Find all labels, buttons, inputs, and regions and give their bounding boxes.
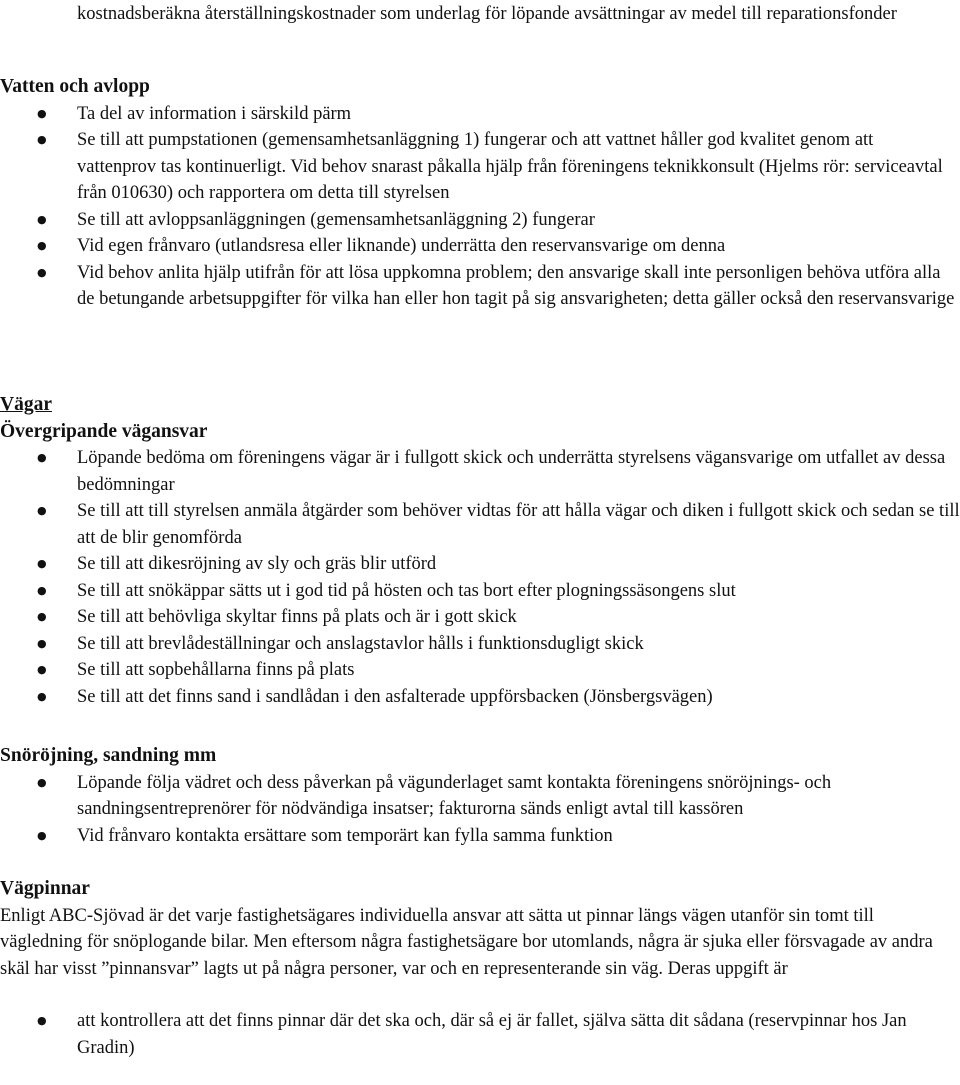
- water-list: [0, 101, 960, 313]
- roads-subheading: Övergripande vägansvar: [0, 420, 208, 442]
- list-item: ● Se till att till styrelsen anmäla åtgärder som behöver vidtas för att hålla vägar och diken i fullgott skick och sedan se till att de blir genomförda: [0, 498, 960, 551]
- snow-heading: Snöröjning, sandning mm: [0, 745, 217, 766]
- roads-list: [0, 445, 960, 710]
- list-item: ● Vid behov anlita hjälp utifrån för att lösa uppkomna problem; den ansvarige skall inte personligen behöva utföra alla de betungande arbetsuppgifter för vilka han eller hon tagit på sig ansvarigheten; detta gäller också den reservansvarige: [0, 260, 960, 313]
- list-item: ● att kontrollera att det finns pinnar där det ska och, där så ej är fallet, själva sätta dit sådana (reservpinnar hos Jan Gradin): [0, 1008, 960, 1061]
- poles-list: [0, 1008, 960, 1061]
- list-item: ● Vid egen frånvaro (utlandsresa eller liknande) underrätta den reservansvarige om denna: [0, 233, 960, 260]
- water-section: [0, 74, 960, 313]
- list-item: ● Ta del av information i särskild pärm: [0, 101, 960, 128]
- list-item: ● Se till att sopbehållarna finns på plats: [0, 657, 960, 684]
- list-item: ● Se till att snökäppar sätts ut i god tid på hösten och tas bort efter plogningssäsongens slut: [0, 578, 960, 605]
- intro-paragraph: kostnadsberäkna återställningskostnader som underlag för löpande avsättningar av medel till reparationsfonder: [77, 4, 897, 24]
- snow-list: [0, 770, 960, 850]
- list-item: ● Löpande bedöma om föreningens vägar är i fullgott skick och underrätta styrelsens vägansvarige om utfallet av dessa bedömningar: [0, 445, 960, 498]
- poles-paragraph: Enligt ABC-Sjövad är det varje fastighetsägares individuella ansvar att sätta ut pinnar längs vägen utanför sin tomt till vägledning för snöplogande bilar. Men eftersom några fastighetsägare bor utomlands, några är sjuka eller försvagade av andra skäl har visst ”pinnansvar” lagts ut på några personer, var och en representerande sin väg. Deras uppgift är: [0, 905, 933, 979]
- list-item: ● Löpande följa vädret och dess påverkan på vägunderlaget samt kontakta föreningens snöröjnings- och sandningsentreprenörer för nödvändiga insatser; fakturorna sänds enligt avtal till kassören: [0, 770, 960, 823]
- list-item: ● Vid frånvaro kontakta ersättare som temporärt kan fylla samma funktion: [0, 823, 960, 850]
- list-item: ● Se till att behövliga skyltar finns på plats och är i gott skick: [0, 604, 960, 631]
- list-item: ● Se till att det finns sand i sandlådan i den asfalterade uppförsbacken (Jönsbergsvägen): [0, 684, 960, 711]
- poles-heading: Vägpinnar: [0, 878, 90, 899]
- list-item: ● Se till att dikesröjning av sly och gräs blir utförd: [0, 551, 960, 578]
- roads-section: [0, 392, 960, 710]
- list-item: ● Se till att pumpstationen (gemensamhetsanläggning 1) fungerar och att vattnet håller god kvalitet genom att vattenprov tas kontinuerligt. Vid behov snarast påkalla hjälp från föreningens teknikkonsult (Hjelms rör: serviceavtal från 010630) och rapportera om detta till styrelsen: [0, 127, 960, 207]
- water-heading: Vatten och avlopp: [0, 76, 150, 97]
- roads-heading: Vägar: [0, 394, 52, 415]
- list-item: ● Se till att brevlådeställningar och anslagstavlor hålls i funktionsdugligt skick: [0, 631, 960, 658]
- snow-section: [0, 743, 960, 849]
- list-item: ● Se till att avloppsanläggningen (gemensamhetsanläggning 2) fungerar: [0, 207, 960, 234]
- poles-section: [0, 876, 960, 1061]
